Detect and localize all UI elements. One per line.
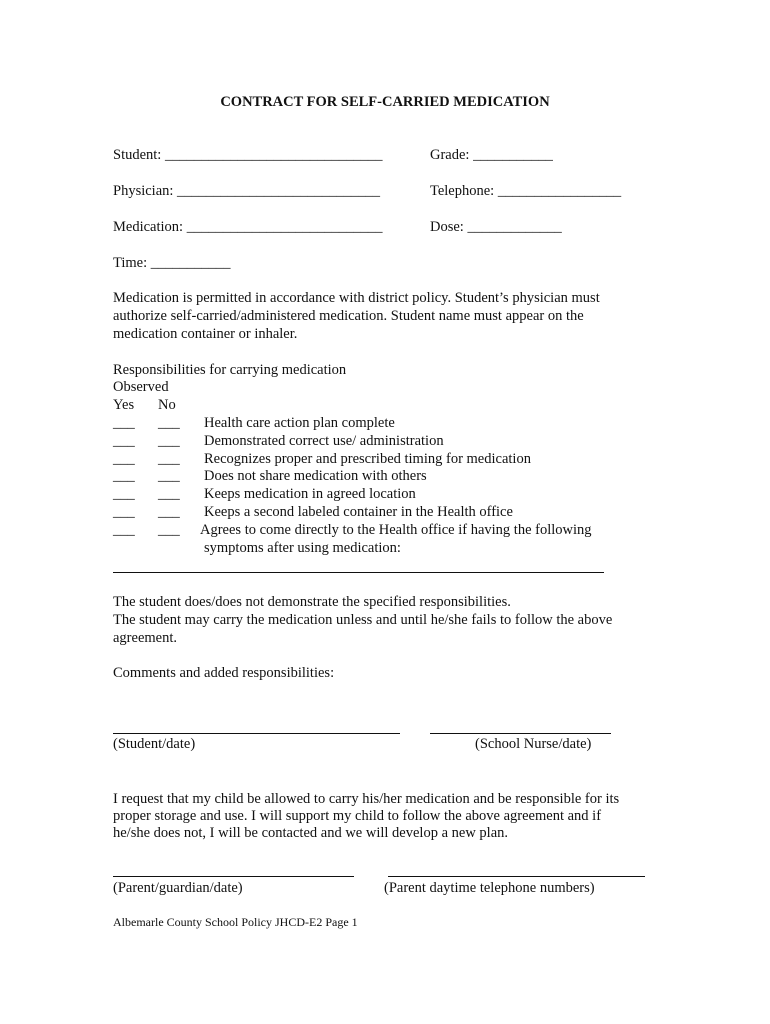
statement-line-2: The student may carry the medication unless and until he/she fails to follow the above <box>113 612 613 628</box>
request-line-2: proper storage and use. I will support my child to follow the above agreement and if <box>113 808 602 824</box>
no-blank[interactable]: ___ <box>158 415 180 431</box>
no-blank[interactable]: ___ <box>158 522 180 538</box>
responsibility-item: Keeps medication in agreed location <box>204 486 416 502</box>
telephone-field[interactable]: Telephone: _________________ <box>430 183 622 199</box>
nurse-signature-line[interactable] <box>430 733 611 734</box>
symptoms-line[interactable] <box>113 572 604 573</box>
no-blank[interactable]: ___ <box>158 504 180 520</box>
no-blank[interactable]: ___ <box>158 433 180 449</box>
request-line-1: I request that my child be allowed to carry his/her medication and be responsible for its <box>113 791 620 807</box>
intro-line-1: Medication is permitted in accordance with district policy. Student’s physician must <box>113 290 600 306</box>
responsibility-item: Recognizes proper and prescribed timing for medication <box>204 451 531 467</box>
responsibility-item: Keeps a second labeled container in the Health office <box>204 504 513 520</box>
observed-label: Observed <box>113 379 169 395</box>
responsibility-item-continuation: symptoms after using medication: <box>204 540 401 556</box>
yes-blank[interactable]: ___ <box>113 433 135 449</box>
responsibility-item: Demonstrated correct use/ administration <box>204 433 444 449</box>
yes-blank[interactable]: ___ <box>113 468 135 484</box>
yes-blank[interactable]: ___ <box>113 504 135 520</box>
student-signature-line[interactable] <box>113 733 400 734</box>
student-date-label: (Student/date) <box>113 736 196 752</box>
request-line-3: he/she does not, I will be contacted and we will develop a new plan. <box>113 825 509 841</box>
yes-blank[interactable]: ___ <box>113 522 135 538</box>
parent-guardian-date-label: (Parent/guardian/date) <box>113 880 243 896</box>
parent-telephone-line[interactable] <box>388 876 645 877</box>
physician-field[interactable]: Physician: ____________________________ <box>113 183 381 199</box>
no-blank[interactable]: ___ <box>158 468 180 484</box>
yes-blank[interactable]: ___ <box>113 451 135 467</box>
no-blank[interactable]: ___ <box>158 486 180 502</box>
no-column-label: No <box>158 397 176 413</box>
responsibility-item: Agrees to come directly to the Health office if having the following <box>200 522 592 538</box>
responsibility-item: Does not share medication with others <box>204 468 427 484</box>
statement-line-3: agreement. <box>113 630 178 646</box>
intro-line-3: medication container or inhaler. <box>113 326 298 342</box>
medication-field[interactable]: Medication: ___________________________ <box>113 219 383 235</box>
student-field[interactable]: Student: ______________________________ <box>113 147 383 163</box>
yes-blank[interactable]: ___ <box>113 415 135 431</box>
grade-field[interactable]: Grade: ___________ <box>430 147 553 163</box>
yes-blank[interactable]: ___ <box>113 486 135 502</box>
intro-line-2: authorize self-carried/administered medication. Student name must appear on the <box>113 308 584 324</box>
time-field[interactable]: Time: ___________ <box>113 255 231 271</box>
statement-line-1: The student does/does not demonstrate the specified responsibilities. <box>113 594 511 610</box>
comments-label: Comments and added responsibilities: <box>113 665 335 681</box>
parent-signature-line[interactable] <box>113 876 354 877</box>
document-title: CONTRACT FOR SELF-CARRIED MEDICATION <box>220 94 550 110</box>
yes-column-label: Yes <box>113 397 135 413</box>
dose-field[interactable]: Dose: _____________ <box>430 219 562 235</box>
responsibility-item: Health care action plan complete <box>204 415 395 431</box>
parent-telephone-label: (Parent daytime telephone numbers) <box>384 880 595 896</box>
no-blank[interactable]: ___ <box>158 451 180 467</box>
responsibilities-heading: Responsibilities for carrying medication <box>113 362 347 378</box>
page-footer: Albemarle County School Policy JHCD-E2 Page 1 <box>113 915 358 929</box>
nurse-date-label: (School Nurse/date) <box>475 736 592 752</box>
